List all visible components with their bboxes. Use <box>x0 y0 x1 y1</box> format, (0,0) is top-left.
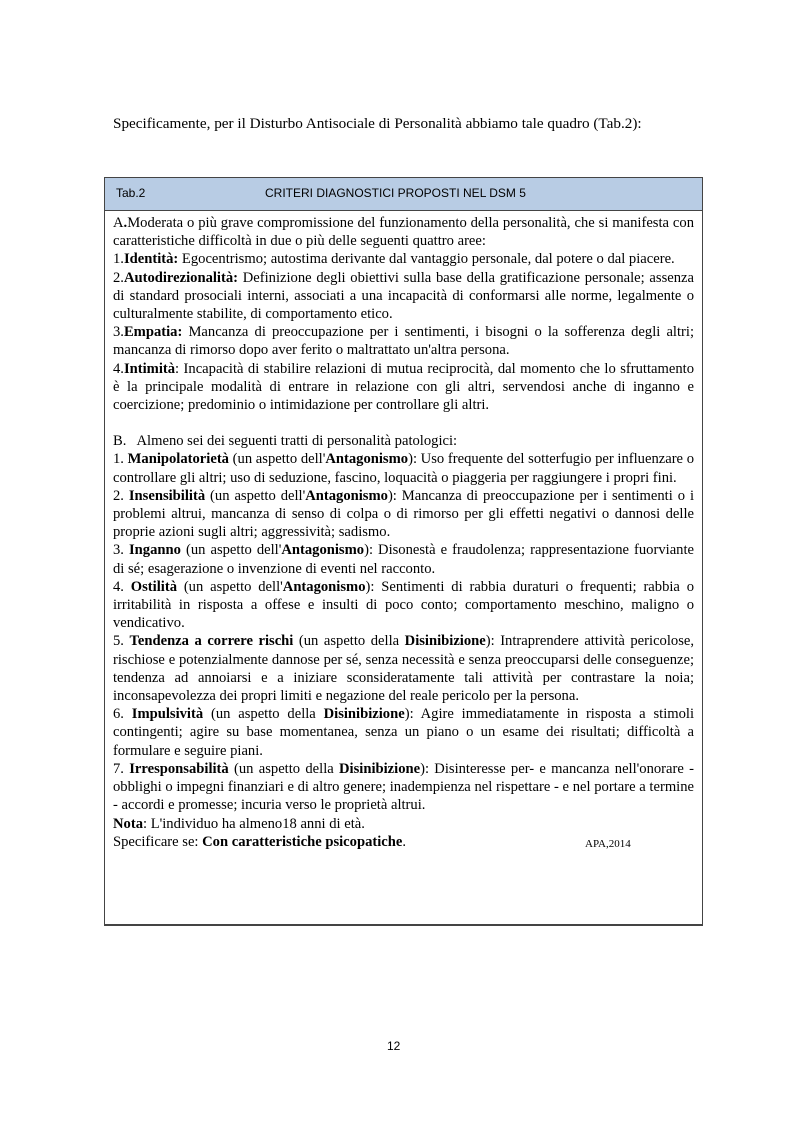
note-term: Nota <box>113 815 143 832</box>
item-text: ): Mancanza di preoccupazione per i sentimenti o i problemi altrui, mancanza di senso di colpa o di rimorso per gli effetti negativi o dannosi delle proprie azioni sugli altri; aggressività; sadismo. <box>113 487 694 541</box>
criterion-b-item <box>113 450 694 486</box>
item-text: : Incapacità di stabilire relazioni di mutua reciprocità, dal momento che lo sfruttamento è la principale modalità di entrare in relazione con gli altri, servendosi anche di inganno e coercizione; predominio o intimidazione per controllare gli altri. <box>113 360 694 414</box>
criterion-b-item <box>113 760 694 815</box>
criterion-a-dot: . <box>123 215 128 231</box>
item-domain: Antagonismo <box>305 487 388 504</box>
item-domain: Disinibizione <box>404 633 486 650</box>
specify-term: Con caratteristiche psicopatiche <box>202 833 403 850</box>
item-prefix: (un aspetto della <box>293 633 405 650</box>
item-domain: Antagonismo <box>281 542 365 559</box>
spacer <box>113 414 694 432</box>
table-title: CRITERI DIAGNOSTICI PROPOSTI NEL DSM 5 <box>265 186 526 200</box>
item-number: 1. <box>113 451 128 468</box>
item-prefix: (un aspetto della <box>203 706 324 723</box>
item-text: ): Disinteresse per- e mancanza nell'onorare - obblighi o impegni finanziari e di altro genere; inadempienza nel rispettare - e nel portare a termine - accordi e promesse; incuria verso le proprietà altrui. <box>113 760 695 814</box>
criterion-b-list <box>113 450 694 814</box>
criterion-a-list <box>113 250 694 414</box>
item-term: Manipolatorietà <box>127 451 229 468</box>
criterion-b-item <box>113 487 694 542</box>
criterion-a-text: Moderata o più grave compromissione del funzionamento della personalità, che si manifesta con caratteristiche difficoltà in due o più delle seguenti quattro aree: <box>113 215 694 250</box>
note-line <box>113 815 694 833</box>
item-text: ): Sentimenti di rabbia duraturi o frequenti; rabbia o irritabilità in risposta a offese e insulti di poco conto; comportamento meschino, maligno o vendicativo. <box>113 578 695 632</box>
item-number: 6. <box>113 706 132 723</box>
table-header <box>105 178 702 211</box>
item-prefix: (un aspetto dell' <box>180 542 282 559</box>
item-prefix: (un aspetto dell' <box>177 578 283 595</box>
page-number: 12 <box>387 1039 401 1053</box>
item-prefix: (un aspetto dell' <box>205 487 306 504</box>
item-term: Insensibilità <box>128 487 206 504</box>
criterion-b-item <box>113 578 694 633</box>
item-term: Intimità <box>123 360 176 377</box>
criterion-a-intro <box>113 214 694 250</box>
specify-suffix: . <box>402 833 407 850</box>
item-number: 5. <box>113 633 130 650</box>
item-term: Identità: <box>123 251 179 268</box>
item-number: 2. <box>113 269 124 286</box>
item-term: Empatia: <box>123 324 183 341</box>
item-number: 4. <box>113 578 131 595</box>
criterion-b-heading: B. Almeno sei dei seguenti tratti di personalità patologici: <box>113 433 458 450</box>
item-text: ): Agire immediatamente in risposta a stimoli contingenti; agire su base momentanea, senza un piano o un esame dei risultati; difficoltà a formulare e seguire piani. <box>113 706 695 759</box>
item-term: Inganno <box>129 542 181 559</box>
item-domain: Antagonismo <box>325 451 409 468</box>
criterion-a-letter: A <box>113 215 124 231</box>
criterion-a-item <box>113 360 694 415</box>
criterion-a-item <box>113 323 694 359</box>
criterion-b-item <box>113 632 694 705</box>
item-term: Impulsività <box>131 706 204 723</box>
item-domain: Disinibizione <box>339 760 421 777</box>
item-term: Irresponsabilità <box>129 760 229 777</box>
item-number: 7. <box>113 760 130 777</box>
criterion-b-item <box>113 705 694 760</box>
item-text: ): Uso frequente del sotterfugio per influenzare o controllare gli altri; uso di seduzione, fascino, loquacità o piaggeria per raggiungere i propri fini. <box>113 451 695 486</box>
criterion-a-item <box>113 250 694 268</box>
table-body <box>113 214 694 851</box>
criterion-b-item <box>113 541 694 577</box>
item-number: 3. <box>113 324 124 341</box>
intro-paragraph: Specificamente, per il Disturbo Antisociale di Personalità abbiamo tale quadro (Tab.2): <box>113 115 642 132</box>
item-text: ): Intraprendere attività pericolose, rischiose e potenzialmente dannose per sé, senza necessità e senza preoccuparsi delle conseguenze; tendenza ad annoiarsi e a iniziare sconsideratamente tali attività per contrastare la noia; inconsapevolezza dei propri limiti e negazione del reale pericolo per la persona. <box>113 633 695 705</box>
table-label: Tab.2 <box>116 186 146 200</box>
item-term: Autodirezionalità: <box>123 269 238 286</box>
item-number: 2. <box>113 487 129 504</box>
item-text: Definizione degli obiettivi sulla base della gratificazione personale; assenza di standard prosociali interni, associati a una incapacità di conformarsi alle norme, legalmente o culturalmente stabilite, di comportamento etico. <box>113 269 694 323</box>
item-text: ): Disonestà e fraudolenza; rappresentazione fuorviante di sé; esagerazione o invenzione di eventi nel racconto. <box>113 542 695 577</box>
item-number: 3. <box>113 542 129 559</box>
item-prefix: (un aspetto della <box>228 760 340 777</box>
item-number: 1. <box>113 251 124 268</box>
criterion-a-item <box>113 269 694 324</box>
item-domain: Antagonismo <box>282 578 366 595</box>
note-text: : L'individuo ha almeno18 anni di età. <box>143 815 365 832</box>
item-number: 4. <box>113 360 124 377</box>
specify-line <box>113 833 694 851</box>
item-domain: Disinibizione <box>323 706 405 723</box>
source-citation: APA,2014 <box>585 837 631 850</box>
item-term: Ostilità <box>130 578 177 595</box>
specify-prefix: Specificare se: <box>113 833 203 850</box>
item-prefix: (un aspetto dell' <box>228 451 326 468</box>
item-term: Tendenza a correre rischi <box>129 633 294 650</box>
criteria-table <box>104 177 703 926</box>
item-text: Egocentrismo; autostima derivante dal vantaggio personale, dal potere o dal piacere. <box>178 251 675 268</box>
item-text: Mancanza di preoccupazione per i sentimenti, i bisogni o la sofferenza degli altri; mancanza di rimorso dopo aver ferito o maltrattato un'altra persona. <box>113 324 694 359</box>
